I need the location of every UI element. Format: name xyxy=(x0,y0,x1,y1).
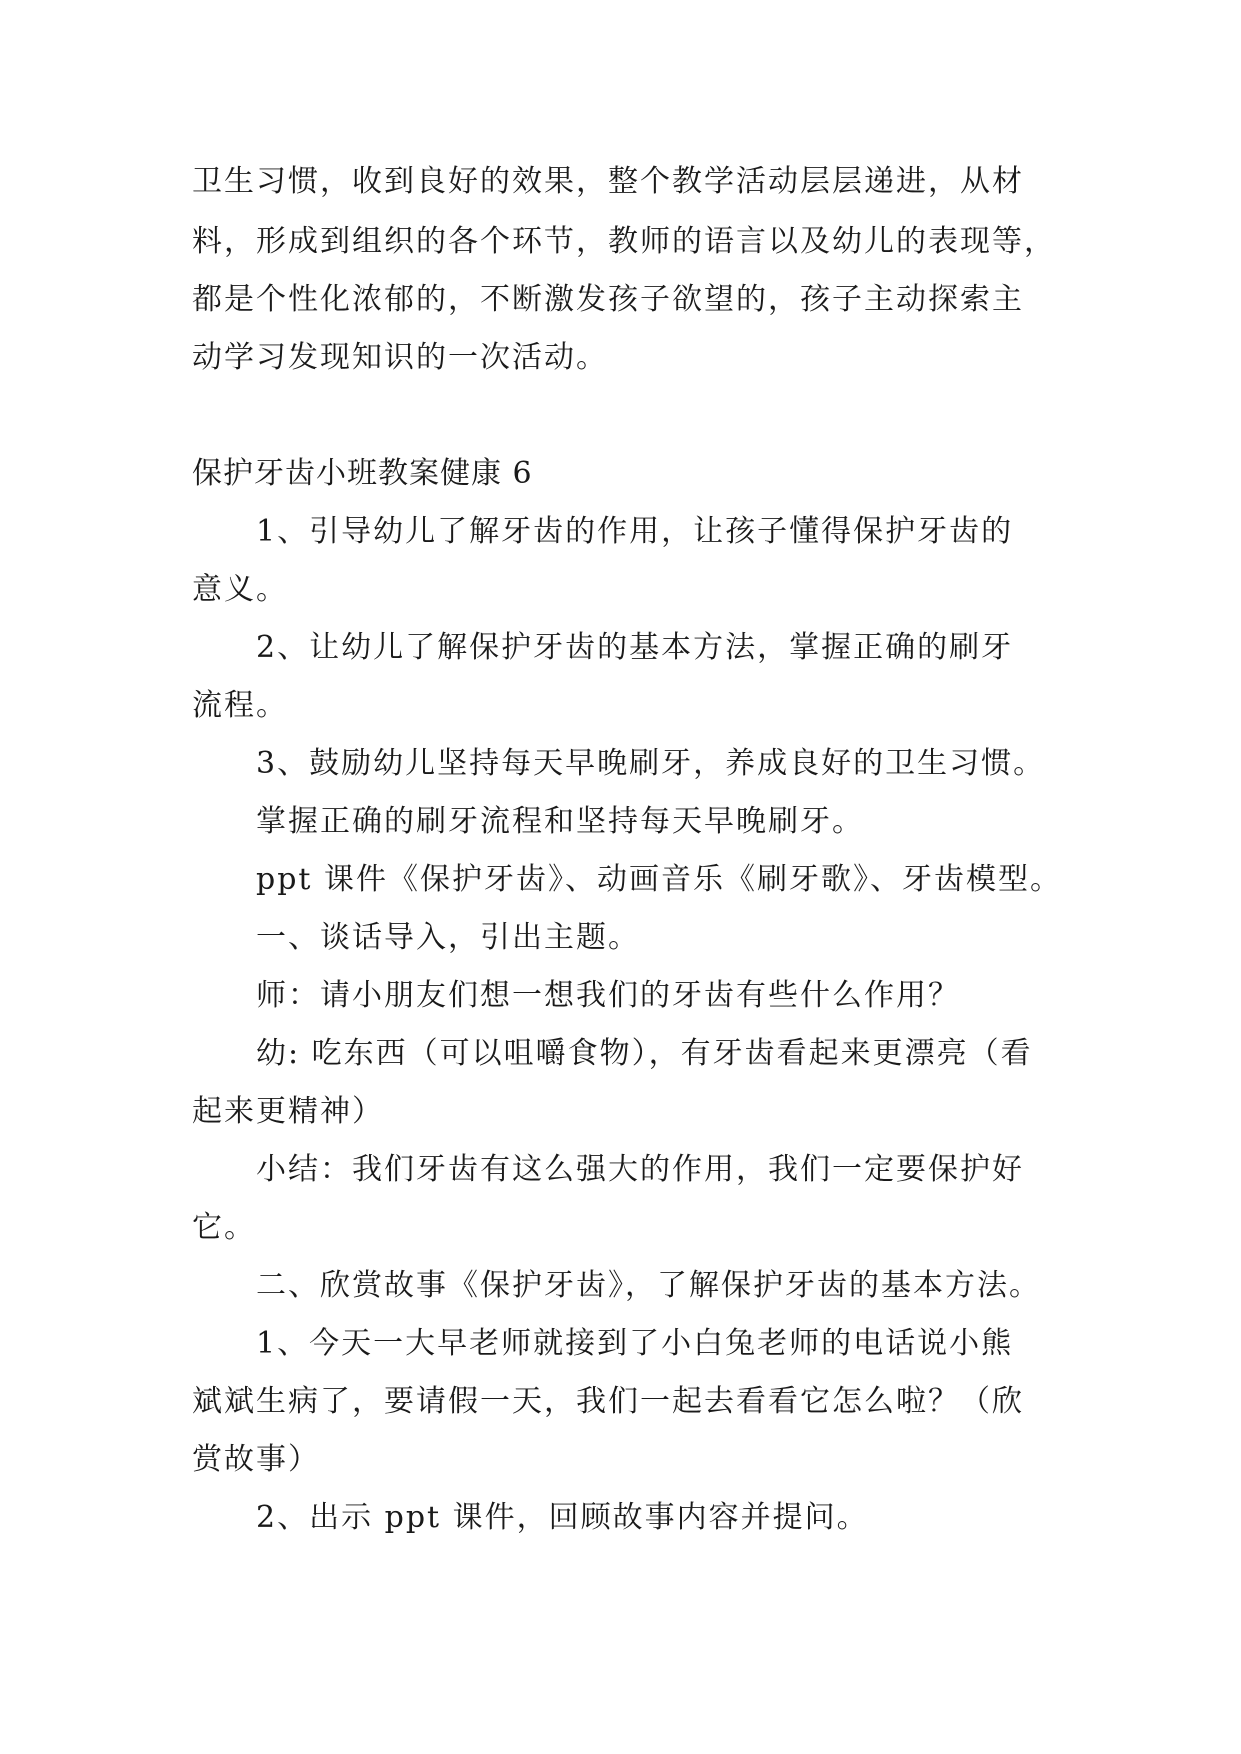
intro-line-2: 料，形成到组织的各个环节，教师的语言以及幼儿的表现等， xyxy=(192,224,1056,259)
body-line: 3、鼓励幼儿坚持每天早晚刷牙，养成良好的卫生习惯。 xyxy=(256,746,1046,781)
body-line: 二、欣赏故事《保护牙齿》，了解保护牙齿的基本方法。 xyxy=(256,1268,1041,1303)
section-title: 保护牙齿小班教案健康 6 xyxy=(192,456,533,491)
body-line: 2、出示 ppt 课件，回顾故事内容并提问。 xyxy=(256,1500,869,1535)
intro-line-1: 卫生习惯，收到良好的效果，整个教学活动层层递进，从材 xyxy=(192,164,1024,199)
intro-line-4: 动学习发现知识的一次活动。 xyxy=(192,340,608,375)
body-line: 掌握正确的刷牙流程和坚持每天早晚刷牙。 xyxy=(256,804,864,839)
body-line: 它。 xyxy=(192,1210,256,1245)
body-line: 师：请小朋友们想一想我们的牙齿有些什么作用？ xyxy=(256,978,960,1013)
body-line: 2、让幼儿了解保护牙齿的基本方法，掌握正确的刷牙 xyxy=(256,630,1014,665)
body-line: 意义。 xyxy=(192,572,288,607)
intro-line-3: 都是个性化浓郁的，不断激发孩子欲望的，孩子主动探索主 xyxy=(192,282,1024,317)
body-line: 幼: 吃东西（可以咀嚼食物），有牙齿看起来更漂亮（看 xyxy=(256,1036,1033,1071)
body-line: 斌斌生病了，要请假一天，我们一起去看看它怎么啦？（欣 xyxy=(192,1384,1024,1419)
body-line: 赏故事） xyxy=(192,1442,320,1477)
body-line: ppt 课件《保护牙齿》、动画音乐《刷牙歌》、牙齿模型。 xyxy=(256,862,1062,897)
body-line: 1、引导幼儿了解牙齿的作用，让孩子懂得保护牙齿的 xyxy=(256,514,1014,549)
body-line: 小结：我们牙齿有这么强大的作用，我们一定要保护好 xyxy=(256,1152,1024,1187)
body-line: 一、谈话导入，引出主题。 xyxy=(256,920,640,955)
body-line: 流程。 xyxy=(192,688,288,723)
body-line: 起来更精神） xyxy=(192,1094,384,1129)
body-line: 1、今天一大早老师就接到了小白兔老师的电话说小熊 xyxy=(256,1326,1014,1361)
